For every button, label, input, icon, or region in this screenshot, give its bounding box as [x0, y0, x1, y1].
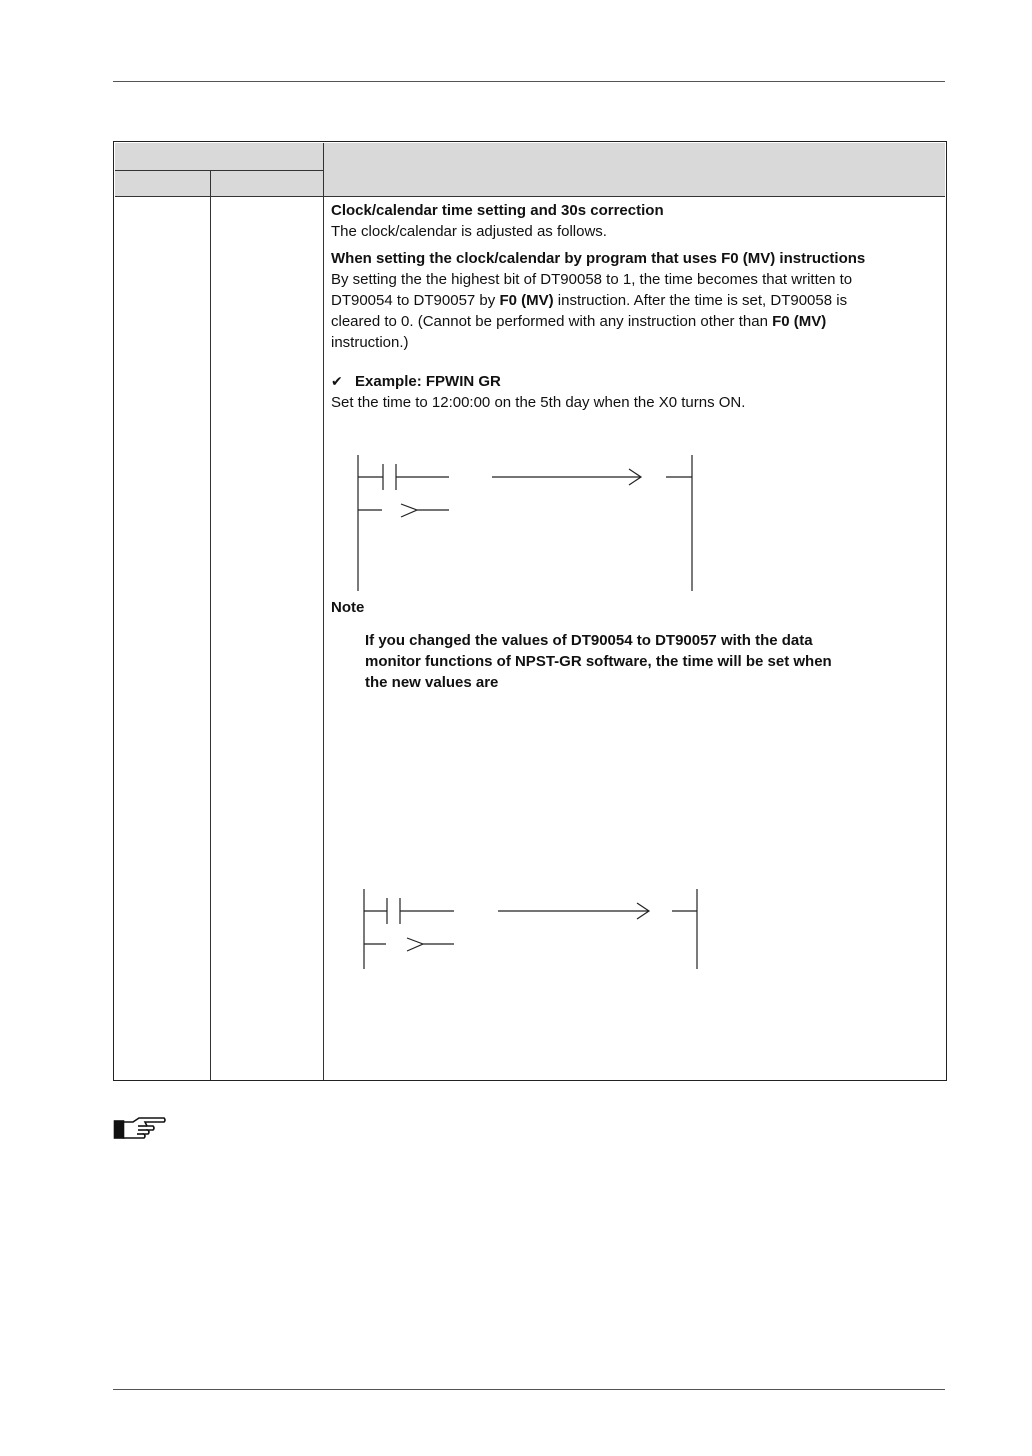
example-heading — [331, 371, 891, 392]
section-intro: The clock/calendar is adjusted as follows. — [331, 223, 607, 240]
check-mark-icon: ✔ — [331, 373, 343, 389]
example-software: FPWIN GR — [425, 373, 501, 390]
pointing-hand-icon — [113, 1115, 167, 1143]
note-text: If you changed the values of DT90054 to DT90057 with the data monitor functions of NPST-GR software, the time will be set when the new values are — [365, 632, 832, 691]
header-subdivider — [115, 170, 323, 171]
header-rule — [113, 81, 945, 82]
para-text-2: instruction. After the time is set, DT90058 is cleared to 0. (Cannot be performed with any instruction other than — [331, 292, 848, 330]
example-description: Set the time to 12:00:00 on the 5th day when the X0 turns ON. — [331, 394, 746, 411]
note-title: Note — [331, 599, 365, 616]
para-text-3: instruction.) — [331, 334, 409, 351]
para-bold-2: F0 (MV) — [772, 313, 827, 330]
table-header-right — [324, 143, 945, 196]
column-divider-2 — [323, 143, 324, 1080]
ladder-diagram-2 — [356, 884, 716, 974]
description-cell — [331, 200, 891, 413]
section-title: Clock/calendar time setting and 30s correction — [331, 202, 664, 219]
footer-rule — [113, 1389, 945, 1390]
section-subheading: When setting the clock/calendar by program that uses F0 (MV) instructions — [331, 250, 866, 267]
para-text-1: By setting the the highest bit of DT90058 to 1, the time becomes that written to DT90054 to DT90057 by — [331, 271, 853, 309]
para-bold-1: F0 (MV) — [499, 292, 554, 309]
header-bottom-border — [115, 196, 945, 197]
column-divider-1 — [210, 170, 211, 1080]
ladder-diagram-1 — [350, 450, 710, 600]
example-label: Example: — [355, 373, 422, 390]
section-paragraph — [331, 269, 891, 353]
